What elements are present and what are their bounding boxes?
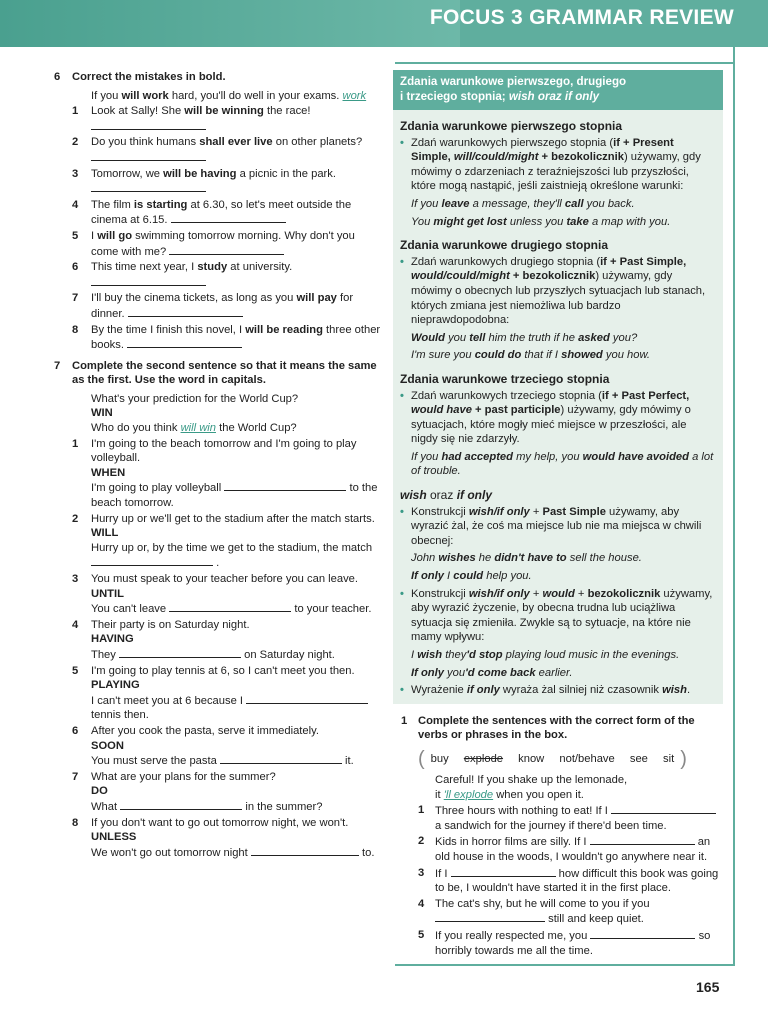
exercise-6-heading: 6 Correct the mistakes in bold. <box>54 71 226 83</box>
rule-text: • Konstrukcji wish/if only + would + bezokolicznik używamy, aby wyrazić życzenie, by obecna trudna lub uciążliwa sytuacja się zmieniła. Zwykle są to sytuacje, na które nie mamy wpływu: <box>400 587 716 645</box>
left-column <box>54 70 384 861</box>
answer-blank[interactable] <box>127 337 242 348</box>
exercise-7-item: 7 What are your plans for the summer? DO What in the summer? <box>72 770 323 813</box>
right-column <box>393 70 723 959</box>
rule-text: • Zdań warunkowych drugiego stopnia (if + Past Simple, would/could/might + bezokolicznik) używamy, gdy mówimy o obecnych lub przyszłych sytuacjach lub stanach, których zmiana jest niemożliwa lub bardzo nieprawdopodobna: <box>400 255 716 328</box>
exercise-7-item: 5 I'm going to play tennis at 6, so I can't meet you then. PLAYING I can't meet you at 6 because I tennis then. <box>54 664 384 723</box>
example-sentence: I'm sure you could do that if I showed you how. <box>411 349 651 362</box>
exercise-6 <box>54 70 384 353</box>
exercise-1-item: 3 If I how difficult this book was going to be, I wouldn't have started it in the first place. <box>418 866 719 895</box>
word-box-item: buy <box>430 752 449 765</box>
rule-text: • Zdań warunkowych pierwszego stopnia (if + Present Simple, will/could/might + bezokolicznik) używamy, gdy mówimy o zdarzeniach z teraźniejszości lub przyszłości, które mogą nastąpić, jeśli zaistnieją określone warunki: <box>400 136 716 194</box>
exercise-6-item: 1 Look at Sally! She will be winning the race! <box>54 104 384 134</box>
example-sentence: If only I could help you. <box>411 570 532 583</box>
answer-blank[interactable] <box>91 555 213 566</box>
exercise-7-item: 3 You must speak to your teacher before you can leave. UNTIL You can't leave to your teacher. <box>72 573 372 616</box>
word-box-item: know <box>518 752 545 765</box>
frame-line-bottom <box>395 964 735 966</box>
answer-blank[interactable] <box>435 911 545 922</box>
word-box <box>418 749 723 769</box>
answer-blank[interactable] <box>451 866 556 877</box>
frame-line-right <box>733 47 735 965</box>
third-conditional-section: Zdania warunkowe trzeciego stopnia • Zdań warunkowych trzeciego stopnia (if + Past Perfect, would have + past participle) używamy, gdy mówimy o sytuacjach, które mogły mieć miejsce w przeszłości, ale nigdy się nie zdarzyły. If you had accepted my help, you would have avoided a lot of trouble. <box>393 372 723 479</box>
frame-line-top <box>395 62 735 64</box>
answer-blank[interactable] <box>224 480 346 491</box>
answer-blank[interactable] <box>251 845 359 856</box>
exercise-1 <box>393 714 723 958</box>
example-sentence: You might get lost unless you take a map with you. <box>411 215 671 228</box>
answer-blank[interactable] <box>91 119 206 130</box>
exercise-1-item: 2 Kids in horror films are silly. If I an old house in the woods, I wouldn't go anywhere near it. <box>418 835 711 863</box>
example-sentence: I wish they'd stop playing loud music in the evenings. <box>411 649 680 661</box>
answer-blank[interactable] <box>611 803 716 814</box>
answer-blank[interactable] <box>91 181 206 192</box>
grammar-box-header: Zdania warunkowe pierwszego, drugiego i trzeciego stopnia; wish oraz if only <box>393 70 723 110</box>
answer-blank[interactable] <box>91 150 206 161</box>
exercise-6-item: 8 By the time I finish this novel, I will be reading three other books. <box>72 323 381 352</box>
wish-if-only-section <box>393 488 723 698</box>
exercise-6-item: 7 I'll buy the cinema tickets, as long as you will pay for dinner. <box>72 292 354 320</box>
wish-title: wish oraz if only <box>400 488 493 503</box>
exercise-6-item: 2 Do you think humans shall ever live on other planets? <box>54 135 384 165</box>
header-banner <box>0 0 768 47</box>
exercise-7-example: What's your prediction for the World Cup? WIN Who do you think will win the World Cup? <box>91 392 299 435</box>
exercise-6-item: 4 The film is starting at 6.30, so let's meet outside the cinema at 6.15. <box>72 198 352 227</box>
exercise-1-item: 4 The cat's shy, but he will come to you if you still and keep quiet. <box>418 897 650 926</box>
left-bracket-icon: ( <box>418 747 425 770</box>
word-box-item: not/behave <box>559 752 615 765</box>
exercise-6-item: 6 This time next year, I study at university. <box>54 260 384 290</box>
example-sentence: If only you'd come back earlier. <box>411 666 573 679</box>
rule-text: • Wyrażenie if only wyraża żal silniej niż czasownik wish. <box>400 683 716 698</box>
answer-blank[interactable] <box>220 753 342 764</box>
word-box-item-used: explode <box>463 752 504 765</box>
answer-blank[interactable] <box>91 275 206 286</box>
page-number: 165 <box>696 979 720 995</box>
exercise-7-item: 4 Their party is on Saturday night. HAVING They on Saturday night. <box>72 618 335 661</box>
word-box-item: sit <box>663 752 675 765</box>
exercise-7-item: 1 I'm going to the beach tomorrow and I'm going to play volleyball. WHEN I'm going to play volleyball to the beach tomorrow. <box>72 437 378 510</box>
example-sentence: If you leave a message, they'll call you back. <box>411 197 635 210</box>
grammar-box <box>393 70 723 704</box>
exercise-7-heading: 7 Complete the second sentence so that it means the same as the first. Use the word in capitals. <box>54 359 377 387</box>
example-answer: will win <box>180 422 216 435</box>
exercise-1-item: 1 Three hours with nothing to eat! If I a sandwich for the journey if there'd been time. <box>393 803 723 833</box>
banner-gradient <box>0 0 460 47</box>
answer-blank[interactable] <box>590 928 695 939</box>
example-answer: work <box>342 89 367 102</box>
first-conditional-section: Zdania warunkowe pierwszego stopnia • Zdań warunkowych pierwszego stopnia (if + Present Simple, will/could/might + bezokolicznik) używamy, gdy mówimy o zdarzeniach z teraźniejszości lub przyszłości, które mogą nastąpić, jeśli zaistnieją określone warunki: If you leave a message, they'll call you back. You might get lost unless you take a map with you. <box>393 119 723 229</box>
answer-blank[interactable] <box>128 306 243 317</box>
answer-blank[interactable] <box>171 212 286 223</box>
right-bracket-icon: ) <box>680 747 687 770</box>
answer-blank[interactable] <box>246 693 368 704</box>
example-sentence: John wishes he didn't have to sell the house. <box>411 552 642 565</box>
answer-blank[interactable] <box>120 799 242 810</box>
answer-blank[interactable] <box>119 647 241 658</box>
exercise-6-example: If you will work hard, you'll do well in your exams. work <box>91 89 367 102</box>
word-box-item: see <box>629 752 648 765</box>
exercise-6-item: 5 I will go swimming tomorrow morning. Why don't you come with me? <box>72 229 355 258</box>
exercise-1-heading: 1 Complete the sentences with the correct form of the verbs or phrases in the box. <box>401 714 695 742</box>
exercise-7-item: 8 If you don't want to go out tomorrow night, we won't. UNLESS We won't go out tomorrow night to. <box>72 816 375 859</box>
answer-blank[interactable] <box>590 834 695 845</box>
answer-blank[interactable] <box>169 601 291 612</box>
example-sentence: If you had accepted my help, you would have avoided a lot of trouble. <box>411 450 714 478</box>
exercise-7-item: 2 Hurry up or we'll get to the stadium after the match starts. WILL Hurry up or, by the time we get to the stadium, the match . <box>72 512 375 570</box>
page-title: FOCUS 3 GRAMMAR REVIEW <box>429 6 734 29</box>
exercise-1-example: Careful! If you shake up the lemonade, it 'll explode when you open it. <box>435 773 628 801</box>
answer-blank[interactable] <box>169 244 284 255</box>
exercise-1-item: 5 If you really respected me, you so horribly towards me all the time. <box>418 928 711 957</box>
rule-text: • Konstrukcji wish/if only + Past Simple używamy, aby wyrazić żal, że coś ma miejsce lub nie ma miejsca w chwili obecnej: <box>400 505 716 549</box>
rule-text: • Zdań warunkowych trzeciego stopnia (if + Past Perfect, would have + past participle) używamy, gdy mówimy o sytuacjach, które mogły mieć miejsce w przeszłości, ale nigdy się nie zdarzyły. <box>400 389 716 447</box>
second-conditional-section: Zdania warunkowe drugiego stopnia • Zdań warunkowych drugiego stopnia (if + Past Simple, would/could/might + bezokolicznik) używamy, gdy mówimy o obecnych lub przyszłych sytuacjach lub stanach, których zmiana jest niemożliwa lub bardzo nieprawdopodobna: Would you tell him the truth if he asked you? I'm sure you could do that if I showed you how. <box>393 238 723 363</box>
exercise-6-item: 3 Tomorrow, we will be having a picnic in the park. <box>54 167 384 197</box>
exercise-7-item: 6 After you cook the pasta, serve it immediately. SOON You must serve the pasta it. <box>72 724 354 768</box>
example-sentence: Would you tell him the truth if he asked you? <box>411 331 638 344</box>
exercise-7 <box>54 359 384 861</box>
example-answer: 'll explode <box>443 788 494 801</box>
